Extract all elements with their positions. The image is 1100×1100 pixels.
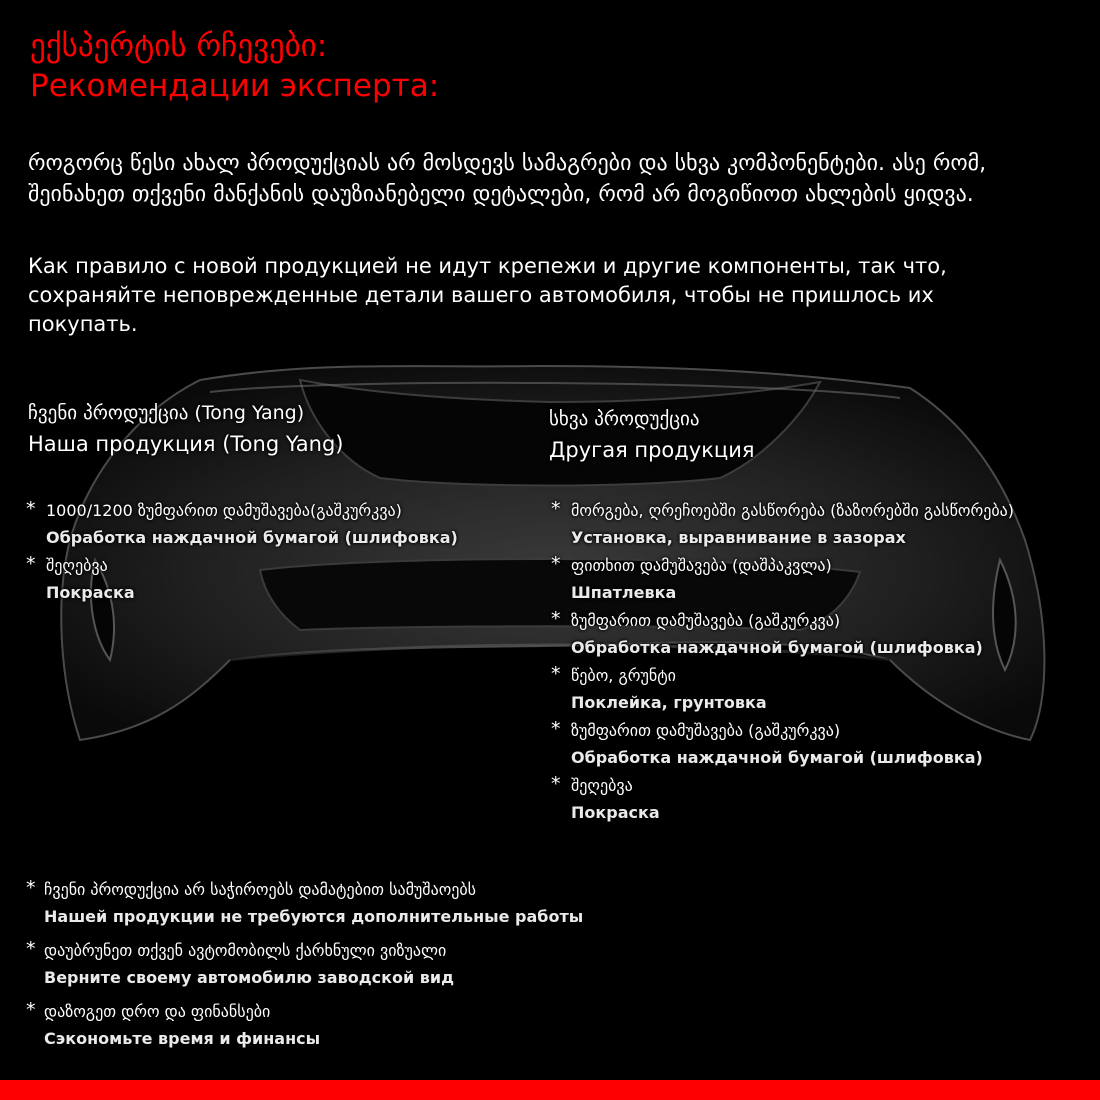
bullet-star: *	[551, 608, 561, 630]
list-item-georgian: ზუმფარით დამუშავება (გაშკურკვა)	[571, 611, 841, 630]
list-item-russian: Покраска	[571, 803, 660, 822]
list-item-georgian: წებო, გრუნტი	[571, 666, 676, 685]
list-item	[26, 498, 526, 553]
list-item-russian: Установка, выравнивание в зазорах	[571, 528, 906, 547]
list-item	[26, 938, 926, 993]
list-item-georgian: ფითხით დამუშავება (დაშპაკვლა)	[571, 556, 832, 575]
list-item-russian: Поклейка, грунтовка	[571, 693, 767, 712]
list-item	[551, 773, 1096, 828]
benefits-list	[26, 877, 926, 1060]
benefit-georgian: ჩვენი პროდუქცია არ საჭიროებს დამატებით სამუშაოებს	[44, 880, 477, 899]
our-product-heading	[28, 398, 343, 460]
other-product-heading-russian: Другая продукция	[549, 438, 755, 462]
list-item-georgian: შეღებვა	[571, 776, 633, 795]
bullet-star: *	[551, 498, 561, 520]
title-georgian: ექსპერტის რჩევები:	[30, 28, 328, 64]
intro-text-russian: Как правило с новой продукцией не идут крепежи и другие компоненты, так что, сохраняйте неповрежденные детали вашего автомобиля, чтобы не пришлось их покупать.	[28, 254, 947, 336]
list-item-georgian: 1000/1200 ზუმფარით დამუშავება(გაშკურკვა)	[46, 501, 402, 520]
list-item	[26, 877, 926, 932]
list-item	[26, 553, 526, 608]
bullet-star: *	[26, 877, 36, 899]
list-item	[551, 718, 1096, 773]
bullet-star: *	[26, 498, 36, 520]
our-product-list	[26, 498, 526, 608]
list-item-russian: Обработка наждачной бумагой (шлифовка)	[46, 528, 458, 547]
bullet-star: *	[551, 663, 561, 685]
other-product-heading	[549, 404, 755, 466]
list-item-russian: Покраска	[46, 583, 135, 602]
benefit-georgian: დაუბრუნეთ თქვენ ავტომობილს ქარხნული ვიზუალი	[44, 941, 447, 960]
list-item	[551, 498, 1096, 553]
red-footer-bar	[0, 1080, 1100, 1100]
list-item	[551, 553, 1096, 608]
intro-text-georgian: როგორც წესი ახალ პროდუქციას არ მოსდევს სამაგრები და სხვა კომპონენტები. ასე რომ, შეინახეთ თქვენი მანქანის დაუზიანებელი დეტალები, რომ არ მოგიწიოთ ახლების ყიდვა.	[28, 151, 987, 207]
benefit-russian: Верните своему автомобилю заводской вид	[44, 968, 454, 987]
bullet-star: *	[26, 553, 36, 575]
list-item-georgian: მორგება, ღრეჩოებში გასწორება (ზაზორებში გასწორება)	[571, 501, 1014, 520]
benefit-russian: Сэкономьте время и финансы	[44, 1029, 321, 1048]
our-product-heading-georgian: ჩვენი პროდუქცია (Tong Yang)	[28, 402, 305, 424]
our-product-heading-russian: Наша продукция (Tong Yang)	[28, 432, 344, 456]
list-item-russian: Шпатлевка	[571, 583, 677, 602]
bullet-star: *	[26, 999, 36, 1021]
list-item	[551, 608, 1096, 663]
list-item-russian: Обработка наждачной бумагой (шлифовка)	[571, 638, 983, 657]
benefit-russian: Нашей продукции не требуются дополнительные работы	[44, 907, 584, 926]
list-item-georgian: შეღებვა	[46, 556, 108, 575]
list-item	[26, 999, 926, 1054]
other-product-list	[551, 498, 1096, 828]
list-item-russian: Обработка наждачной бумагой (шлифовка)	[571, 748, 983, 767]
bullet-star: *	[551, 553, 561, 575]
other-product-heading-georgian: სხვა პროდუქცია	[549, 408, 700, 430]
bullet-star: *	[551, 773, 561, 795]
bullet-star: *	[551, 718, 561, 740]
list-item	[551, 663, 1096, 718]
benefit-georgian: დაზოგეთ დრო და ფინანსები	[44, 1002, 271, 1021]
list-item-georgian: ზუმფარით დამუშავება (გაშკურკვა)	[571, 721, 841, 740]
title-russian: Рекомендации эксперта:	[30, 68, 440, 104]
bullet-star: *	[26, 938, 36, 960]
